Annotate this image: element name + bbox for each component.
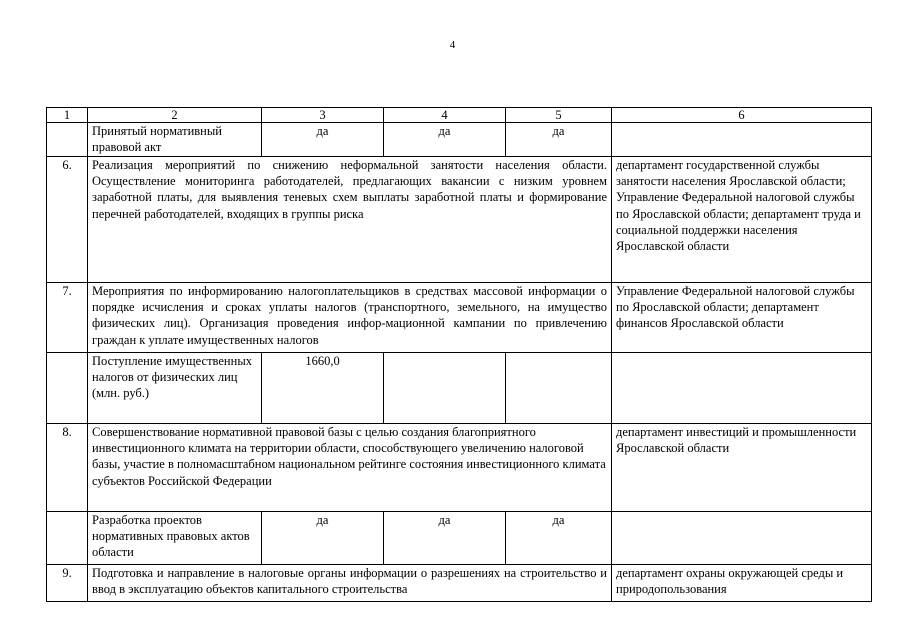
indicator-cell: Разработка проектов нормативных правовых актов области — [88, 512, 262, 565]
header-col-1: 1 — [47, 108, 88, 123]
indicator-cell: Принятый нормативный правовой акт — [88, 123, 262, 157]
header-col-6: 6 — [612, 108, 872, 123]
value-cell: да — [506, 512, 612, 565]
value-cell: да — [262, 123, 384, 157]
responsible-cell: департамент инвестиций и промышленности Ярославской области — [612, 424, 872, 512]
header-col-4: 4 — [384, 108, 506, 123]
activity-cell: Реализация мероприятий по снижению неформальной занятости населения области. Осуществление мониторинга работодателей, предлагающих вакансии с низким уровнем заработной платы, для выявления теневых схем выплаты заработной платы и формирование перечней работодателей, входящих в группы риска — [88, 157, 612, 283]
value-cell: да — [384, 512, 506, 565]
activity-cell: Совершенствование нормативной правовой базы с целью создания благоприятного инвестиционного климата на территории области, способствующего увеличению налоговой базы, участие в полномасштабном национальном рейтинге состояния инвестиционного климата субъектов Российской Федерации — [88, 424, 612, 512]
responsible-cell — [612, 353, 872, 424]
activity-cell: Подготовка и направление в налоговые органы информации о разрешениях на строительство и ввод в эксплуатацию объектов капитального строительства — [88, 565, 612, 602]
responsible-cell: Управление Федеральной налоговой службы по Ярославской области; департамент финансов Ярославской области — [612, 283, 872, 353]
value-cell: да — [262, 512, 384, 565]
row-number: 8. — [47, 424, 88, 512]
responsible-cell: департамент государственной службы занятости населения Ярославской области; Управление Федеральной налоговой службы по Ярославской области; департамент труда и социальной поддержки населения Ярославской области — [612, 157, 872, 283]
row-number — [47, 353, 88, 424]
table-row — [47, 424, 872, 512]
indicator-cell: Поступление имущественных налогов от физических лиц (млн. руб.) — [88, 353, 262, 424]
table-header-row — [47, 108, 872, 123]
activity-cell: Мероприятия по информированию налогоплательщиков в средствах массовой информации о порядке исчисления и сроках уплаты налогов (транспортного, земельного, на имущество физических лиц). Организация проведения инфор-мационной кампании по привлечению граждан к уплате имущественных налогов — [88, 283, 612, 353]
page-number: 4 — [449, 39, 456, 51]
value-cell: 1660,0 — [262, 353, 384, 424]
responsible-cell: департамент охраны окружающей среды и природопользования — [612, 565, 872, 602]
row-number: 7. — [47, 283, 88, 353]
table-row — [47, 123, 872, 157]
row-number: 6. — [47, 157, 88, 283]
value-cell — [384, 353, 506, 424]
header-col-2: 2 — [88, 108, 262, 123]
row-number: 9. — [47, 565, 88, 602]
header-col-3: 3 — [262, 108, 384, 123]
responsible-cell — [612, 512, 872, 565]
row-number — [47, 123, 88, 157]
measures-table — [46, 107, 872, 602]
table-row — [47, 353, 872, 424]
table-row — [47, 565, 872, 602]
value-cell: да — [506, 123, 612, 157]
responsible-cell — [612, 123, 872, 157]
value-cell: да — [384, 123, 506, 157]
table-row — [47, 157, 872, 283]
table-row — [47, 512, 872, 565]
row-number — [47, 512, 88, 565]
header-col-5: 5 — [506, 108, 612, 123]
value-cell — [506, 353, 612, 424]
table-row — [47, 283, 872, 353]
